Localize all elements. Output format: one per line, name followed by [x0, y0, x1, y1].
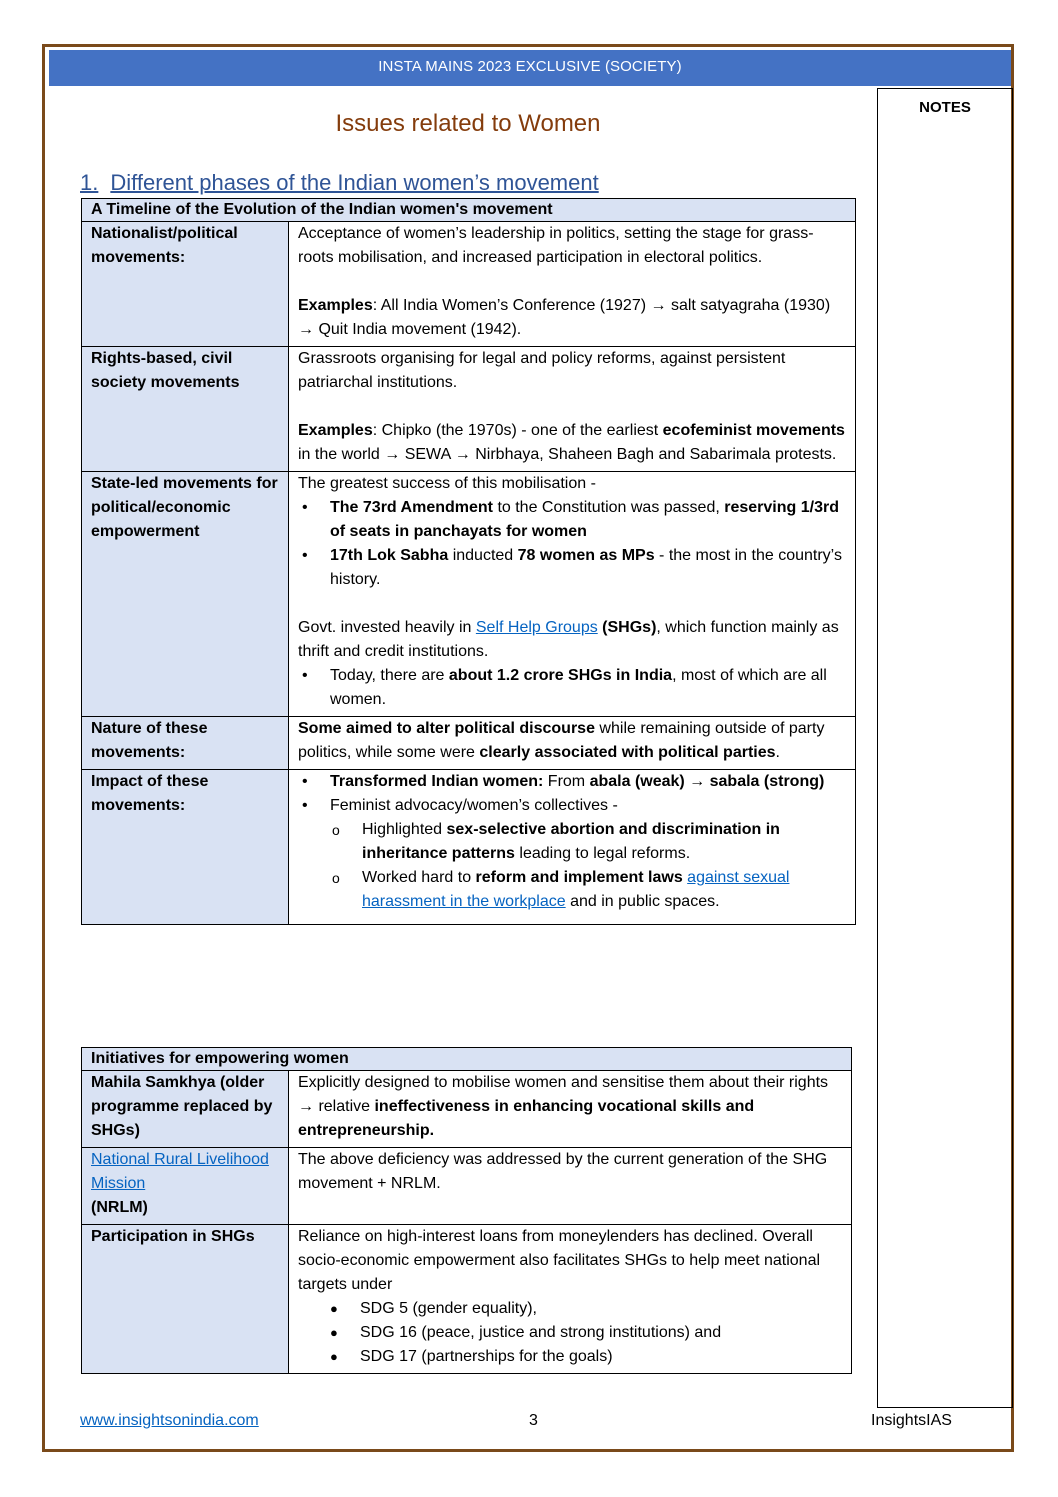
bold-text: (SHGs)	[597, 619, 657, 636]
examples-text: in the world → SEWA → Nirbhaya, Shaheen Bagh and Sabarimala protests.	[298, 446, 837, 463]
text: .	[775, 744, 780, 761]
row-content	[289, 347, 856, 472]
list-item	[330, 664, 847, 712]
text: leading to legal reforms.	[514, 845, 691, 862]
row-label: Participation in SHGs	[82, 1225, 289, 1374]
text: Feminist advocacy/women’s collectives -	[330, 797, 618, 814]
list-item: ● SDG 5 (gender equality),	[360, 1297, 843, 1321]
nrlm-link[interactable]: National Rural Livelihood Mission	[91, 1151, 269, 1192]
bold-text: Transformed Indian women:	[330, 773, 544, 790]
brand-name: InsightsIAS	[871, 1412, 952, 1429]
text: while remaining outside of party politics, while some were	[298, 720, 825, 761]
row-text: Reliance on high-interest loans from moneylenders has declined. Overall socio-economic empowerment also facilitates SHGs to help meet national targets under	[298, 1228, 821, 1293]
bold-text: sex-selective abortion and discrimination in inheritance patterns	[362, 821, 780, 862]
table-row	[82, 717, 856, 770]
self-help-groups-link[interactable]: Self Help Groups	[475, 619, 598, 636]
bold-text: 78 women as MPs	[517, 547, 655, 564]
row-content	[289, 717, 856, 770]
notes-title: NOTES	[919, 99, 971, 116]
sdg-list	[298, 1297, 843, 1369]
list-item	[362, 866, 847, 914]
list-item	[330, 770, 847, 794]
text: inducted	[448, 547, 518, 564]
text: Explicitly designed to mobilise women and sensitise them about their rights → relative	[298, 1074, 829, 1115]
row-text: Acceptance of women’s leadership in politics, setting the stage for grass-roots mobilisation, and increased participation in electoral politics.	[298, 225, 814, 266]
bold-text: 17th Lok Sabha	[330, 547, 449, 564]
text: From	[543, 773, 590, 790]
sexual-harassment-link[interactable]: against sexual harassment in the workplace	[362, 869, 790, 910]
row-label: Nationalist/political movements:	[82, 222, 289, 347]
table-header-row	[82, 199, 856, 222]
row-content	[289, 770, 856, 925]
initiatives-table	[81, 1047, 852, 1374]
bold-text: ineffectiveness in enhancing vocational skills and entrepreneurship.	[298, 1098, 755, 1139]
text: , which function mainly as thrift and credit institutions.	[298, 619, 839, 660]
row-label: State-led movements for political/economic empowerment	[82, 472, 289, 717]
timeline-table	[81, 198, 856, 925]
row-label	[82, 1148, 289, 1225]
examples-label: Examples	[298, 422, 373, 439]
sub-list	[298, 818, 847, 914]
examples-bold: ecofeminist movements	[662, 422, 845, 439]
table-row	[82, 222, 856, 347]
bold-text: clearly associated with political parties	[479, 744, 776, 761]
text: - the most in the country’s history.	[330, 547, 842, 588]
table-row	[82, 347, 856, 472]
table-heading: Initiatives for empowering women	[82, 1048, 852, 1071]
text: Highlighted	[362, 821, 447, 838]
row-label: Nature of these movements:	[82, 717, 289, 770]
list-item	[330, 794, 847, 914]
text: to the Constitution was passed,	[493, 499, 725, 516]
text: Today, there are	[330, 667, 449, 684]
bullet-list	[298, 496, 847, 592]
bullet-list	[298, 770, 847, 914]
website-link[interactable]: www.insightsonindia.com	[80, 1412, 259, 1429]
list-item	[330, 544, 847, 592]
bold-text: Some aimed to alter political discourse	[298, 720, 595, 737]
table-row	[82, 1225, 852, 1374]
table-header-row	[82, 1048, 852, 1071]
row-examples	[298, 294, 847, 342]
govt-paragraph	[298, 616, 847, 664]
row-label	[82, 1071, 289, 1148]
row-content	[289, 472, 856, 717]
table-row	[82, 472, 856, 717]
bold-text: Mahila Samkhya	[91, 1074, 216, 1091]
row-label: Rights-based, civil society movements	[82, 347, 289, 472]
row-content	[289, 1225, 852, 1374]
bold-text: abala (weak) → sabala (strong)	[589, 773, 825, 790]
bold-text: reform and implement laws	[475, 869, 683, 886]
list-item: ● SDG 16 (peace, justice and strong institutions) and	[360, 1321, 843, 1345]
text: (older programme replaced by SHGs)	[91, 1074, 273, 1139]
text: Govt. invested heavily in	[298, 619, 476, 636]
examples-text: : Chipko (the 1970s) - one of the earliest	[372, 422, 663, 439]
table-row	[82, 1071, 852, 1148]
header-banner: INSTA MAINS 2023 EXCLUSIVE (SOCIETY)	[49, 50, 1011, 86]
text: and in public spaces.	[565, 893, 720, 910]
table-row	[82, 770, 856, 925]
bullet-list	[298, 664, 847, 712]
row-text: Grassroots organising for legal and policy reforms, against persistent patriarchal institutions.	[298, 350, 786, 391]
document-title: Issues related to Women	[335, 110, 601, 137]
examples-label: Examples	[298, 297, 373, 314]
examples-text: : All India Women’s Conference (1927) → salt satyagraha (1930) → Quit India movement (1942).	[298, 297, 831, 338]
row-intro: The greatest success of this mobilisation -	[298, 475, 596, 492]
section-title: Different phases of the Indian women’s movement	[110, 170, 599, 195]
section-number: 1.	[80, 170, 99, 195]
bold-text: reserving 1/3rd of seats in panchayats for women	[330, 499, 839, 540]
row-examples	[298, 419, 847, 467]
notes-panel	[877, 88, 1013, 1408]
list-item	[362, 818, 847, 866]
text: Worked hard to	[362, 869, 476, 886]
table-row	[82, 1148, 852, 1225]
bold-text: about 1.2 crore SHGs in India	[448, 667, 673, 684]
list-item	[330, 496, 847, 544]
row-content: The above deficiency was addressed by the current generation of the SHG movement + NRLM.	[289, 1148, 852, 1225]
row-content	[289, 1071, 852, 1148]
bold-text: (NRLM)	[91, 1199, 148, 1216]
page-number: 3	[529, 1412, 538, 1429]
section-heading	[80, 170, 599, 196]
row-label: Impact of these movements:	[82, 770, 289, 925]
row-content	[289, 222, 856, 347]
text: , most of which are all women.	[330, 667, 827, 708]
bold-text: The 73rd Amendment	[330, 499, 493, 516]
table-heading: A Timeline of the Evolution of the Indian women's movement	[82, 199, 856, 222]
list-item: ● SDG 17 (partnerships for the goals)	[360, 1345, 843, 1369]
